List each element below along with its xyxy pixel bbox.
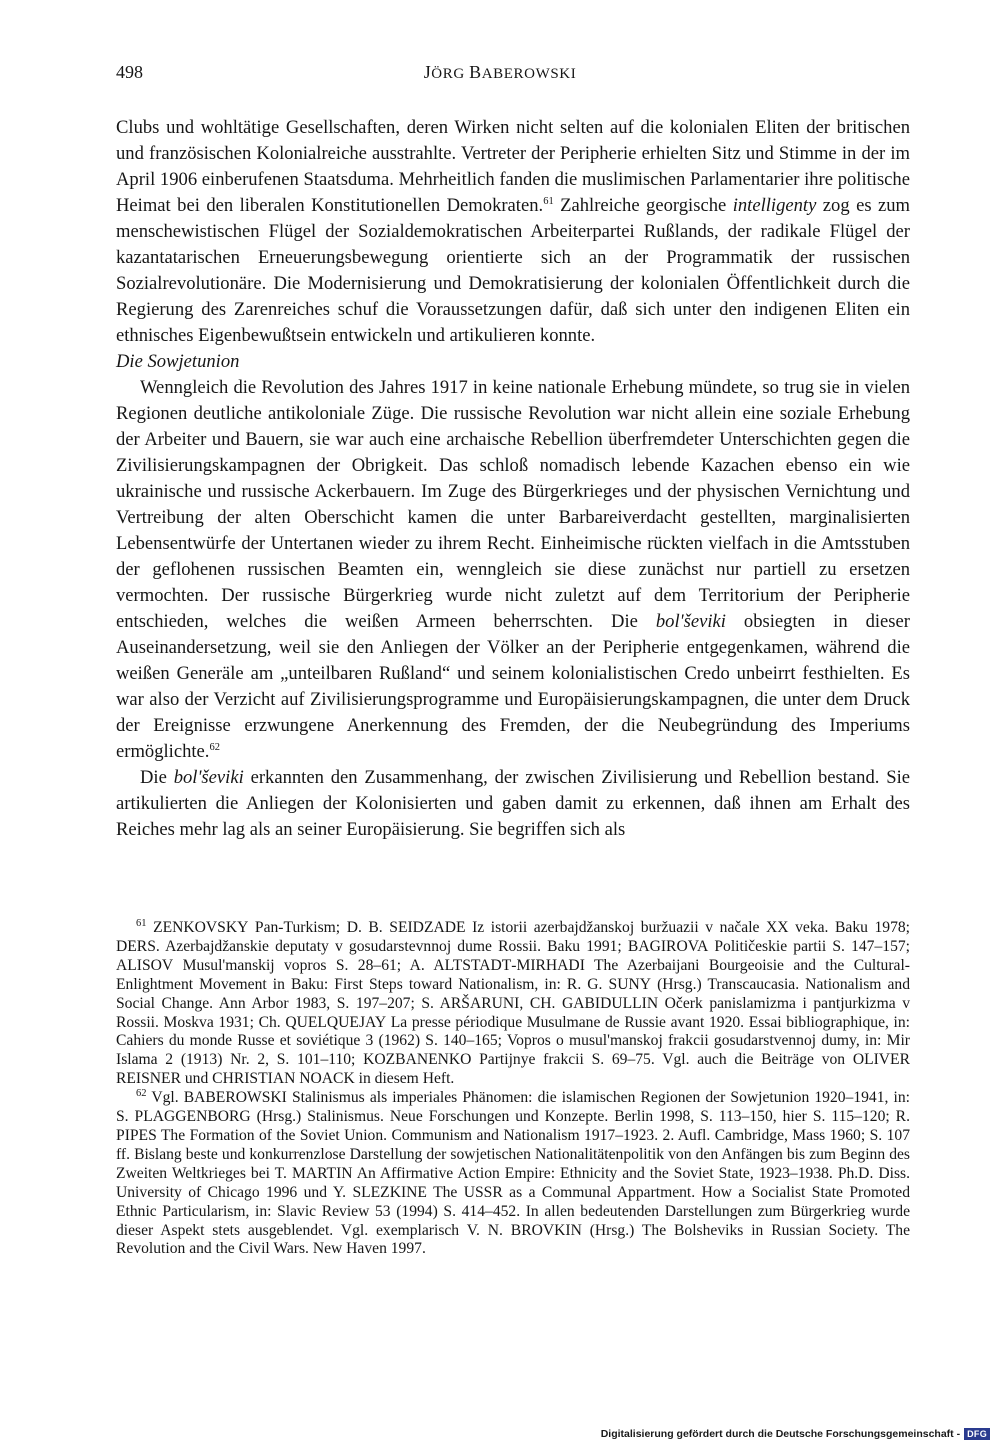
text-run: Die [140, 767, 174, 788]
running-head [0, 62, 1000, 83]
t: LAGGENBORG [143, 1108, 251, 1126]
t: IRHADI [530, 956, 585, 974]
running-head-rest: ÖRG [431, 66, 470, 82]
t: ROVKIN [521, 1221, 582, 1239]
text-run: zog es zum menschewistischen Flügel der Sozialdemokratischen Arbeiterpartei Rußlands, der radikale Flügel der kazantatarischen Erneuerungsbewegung orientierte sich an der Programmatik der russischen Sozialrevolutionäre. Die Modernisierung und Demokratisierung der kolonialen Öffentlichkeit durch die Regierung des Zarenreiches schuf die Voraussetzungen dafür, daß sich unter den indigenen Eliten ein ethnisches Eigenbewußtsein entwickeln und artikulieren konnte. [116, 195, 911, 346]
t: Vgl. [146, 1089, 184, 1107]
t: LIVER [864, 1051, 910, 1069]
t: IPES [124, 1126, 157, 1144]
t: A [439, 994, 451, 1012]
t: B [627, 937, 639, 955]
footnote-ref-62: 62 [209, 741, 220, 753]
t: -M [511, 956, 531, 974]
t: A [433, 956, 445, 974]
italic-term: bol'ševiki [655, 611, 726, 632]
t: The Formation of the Soviet Union. Communism and Nationalism 1917–1923. 2. Aufl. Cambridge, Mass 1960; S. 107 ff. Bislang beste und konkurrenzlose Darstellung der sowjetischen Nationalitätenpolitik von den Anfängen bis zum Beginn des Zweiten Weltkrieges bei T. [116, 1126, 910, 1182]
t: D [116, 937, 128, 955]
footnotes [116, 919, 910, 1259]
t: ARTIN [305, 1164, 353, 1182]
footnote-61 [116, 919, 910, 1089]
t: LTSTADT [444, 956, 512, 974]
section-heading: Die Sowjetunion [116, 351, 240, 372]
text-run: Zahlreiche georgische [553, 195, 733, 216]
t: K [363, 1051, 375, 1069]
italic-term: bol'ševiki [173, 767, 244, 788]
t: Očerk panislamizma i pantjurkizma v Rossii. Moskva 1931; Ch. [116, 994, 911, 1031]
t: OACK [310, 1070, 355, 1088]
t: Političeskie partii S. 147–157; [708, 937, 910, 955]
text-run: erkannten den Zusammenhang, der zwischen Zivilisierung und Rebellion bestand. Sie artikulierten die Anliegen der Kolonisierten und gaben damit zu erkennen, daß ihnen am Erhalt des Reiches mehr lag als an seiner Europäisierung. Sie begriffen sich als [116, 767, 910, 840]
dfg-logo-icon: DFG [964, 1428, 990, 1440]
running-head-rest-2: ABEROWSKI [481, 66, 577, 82]
t: , C [519, 994, 541, 1012]
credit-text: Digitalisierung gefördert durch die Deutsche Forschungsgemeinschaft - [600, 1428, 961, 1440]
footnote-ref-61: 61 [543, 195, 554, 207]
t: EIDZADE [397, 919, 466, 936]
running-head-initial-2: B [469, 62, 482, 82]
running-head-initial: J [423, 62, 432, 82]
text-run: Wenngleich die Revolution des Jahres 1917 in keine nationale Erhebung mündete, so trug sie in vielen Regionen deutliche antikoloniale Züge. Die russische Revolution war nicht allein eine soziale Erhebung der Arbeiter und Bauern, sie war auch eine archaische Rebellion überfremdeter Unterschichten gegen die Zivilisierungskampagnen der Obrigkeit. Das schloß nomadisch lebende Kazachen ebenso ein wie ukrainische und russische Ackerbauern. Im Zuge des Bürgerkrieges und der physischen Vernichtung und Vertreibung der alten Oberschicht kamen die unter Barbareiverdacht gestellten, marginalisierten Lebensentwürfe der Untertanen wieder zu ihrem Recht. Einheimische rückten vielfach in die Amtsstuben der geflohenen russischen Beamten ein, wenngleich sie diese zunächst nur partiell zu ersetzen vermochten. Der russische Bürgerkrieg wurde nicht zuletzt auf dem Territorium der Peripherie entschieden, welches die weißen Armeen beherrschten. Die [116, 377, 910, 632]
t: OZBANENKO [374, 1051, 472, 1069]
t: . [551, 994, 562, 1012]
t: (Hrsg.) Stalinismus. Neue Forschungen und Konzepte. Berlin 1998, S. 113–150, hier S. 115–120; R. [250, 1108, 910, 1126]
t: RŠARUNI [450, 994, 520, 1012]
paragraph [116, 375, 910, 765]
t: HRISTIAN [222, 1070, 296, 1088]
t: (Hrsg.) Transcaucasia. Nationalism and Social Change. Ann Arbor 1983, S. 197–207; S. [116, 975, 910, 1012]
t: Stalinismus als imperiales Phänomen: die islamischen Regionen der Sowjetunion 1920–1941, in: S. [116, 1089, 910, 1126]
footnote-number: 62 [136, 1087, 147, 1099]
t: in diesem Heft. [354, 1070, 455, 1088]
t: Q [285, 1013, 297, 1031]
digitization-credit [601, 1428, 990, 1440]
t: O [852, 1051, 865, 1069]
t: A [116, 956, 128, 974]
t: G [561, 994, 574, 1012]
t: Pan-Turkism; D. B. [248, 919, 390, 936]
t: Iz istorii azerbajdžanskoj buržuazii v načale XX veka. Baku 1978; [465, 919, 910, 936]
t: LISOV [127, 956, 174, 974]
main-text [116, 115, 910, 843]
t: N [295, 1070, 311, 1088]
t: R [116, 1070, 127, 1088]
t: ERS [127, 937, 156, 955]
t: S [608, 975, 618, 993]
page-number: 498 [116, 62, 143, 82]
t: B [510, 1221, 522, 1239]
t: S [352, 1183, 362, 1201]
text-run: obsiegten in dieser Auseinandersetzung, weil sie den Anliegen der Völker an der Peripherie entgegenkamen, während die weißen Generäle am „unteilbaren Rußland“ und seinem kolonialistischen Credo unbeirrt festhielten. Es war also der Verzicht auf Zivilisierungsprogramme und Europäisierungskampagnen, die unter dem Druck der Ereignisse erzwungene Anerkennung des Fremden, der die Neubegründung des Imperiums ermöglichte. [116, 611, 910, 762]
footnote-62 [116, 1089, 910, 1259]
italic-term: intelligenty [732, 195, 817, 216]
t: M [291, 1164, 306, 1182]
t: UELQUEJAY [296, 1013, 387, 1031]
t: LEZKINE [361, 1183, 427, 1201]
t: P [134, 1108, 144, 1126]
t: (Hrsg.) The Bolsheviks in Russian Society. The Revolution and the Civil Wars. New Haven 1997. [116, 1221, 910, 1258]
t: An Affirmative Action Empire: Ethnicity and the Soviet State, 1923–1938. Ph.D. Diss. University of Chicago 1996 und Y. [116, 1164, 910, 1201]
t: EISNER [126, 1070, 181, 1088]
t: P [116, 1126, 125, 1144]
t: AGIROVA [638, 937, 709, 955]
t: Z [153, 919, 163, 936]
t: ENKOVSKY [162, 919, 249, 936]
t: ABIDULLIN [573, 994, 659, 1012]
paragraph [116, 115, 910, 349]
t: Musul'manskij vopros S. 28–61; A. [173, 956, 434, 974]
t: . Azerbajdžanskie deputaty v gosudarstevnnoj dume Rossii. Baku 1991; [155, 937, 628, 955]
t: UNY [617, 975, 651, 993]
paragraph [116, 765, 910, 843]
t: H [540, 994, 552, 1012]
t: B [183, 1089, 195, 1107]
t: C [212, 1070, 223, 1088]
t: The Azerbaijani Bourgeoisie and the Cultural-Enlightment Movement in Baku: First Steps toward Nationalism, in: R. G. [116, 956, 910, 993]
footnote-number: 61 [136, 917, 147, 929]
t: La presse périodique Musulmane de Russie avant 1920. Essai bibliographique, in: Cahiers du monde Russe et soviétique 3 (1962) S. 140–165; Vopros o musul'manskoj frakcii gosudarstvennoj dumy, in: Mir Islama 2 (1913) Nr. 2, S. 101–110; [116, 1013, 910, 1069]
t: Partijnye frakcii S. 69–75. Vgl. auch die Beiträge von [471, 1051, 853, 1069]
text-run: Clubs und wohltätige Gesellschaften, deren Wirken nicht selten auf die kolonialen Eliten der britischen und französischen Kolonialreiche ausstrahlte. Vertreter der Peripherie erhielten Sitz und Stimme in der im April 1906 einberufenen Staatsduma. Mehrheitlich fanden die muslimischen Parlamentarier ihre politische Heimat bei den liberalen Konstitutionellen Demokraten. [116, 117, 910, 216]
t: S [389, 919, 398, 936]
t: und [180, 1070, 213, 1088]
t: ABEROWSKI [194, 1089, 287, 1107]
t: The USSR as a Communal Appartment. How a Socialist State Promoted Ethnic Particularism, in: Slavic Review 53 (1994) S. 414–452. In allen bedeutenden Darstellungen zum Bürgerkrieg wurde dieser Aspekt stets ausgeblendet. Vgl. exemplarisch V. N. [116, 1183, 911, 1239]
